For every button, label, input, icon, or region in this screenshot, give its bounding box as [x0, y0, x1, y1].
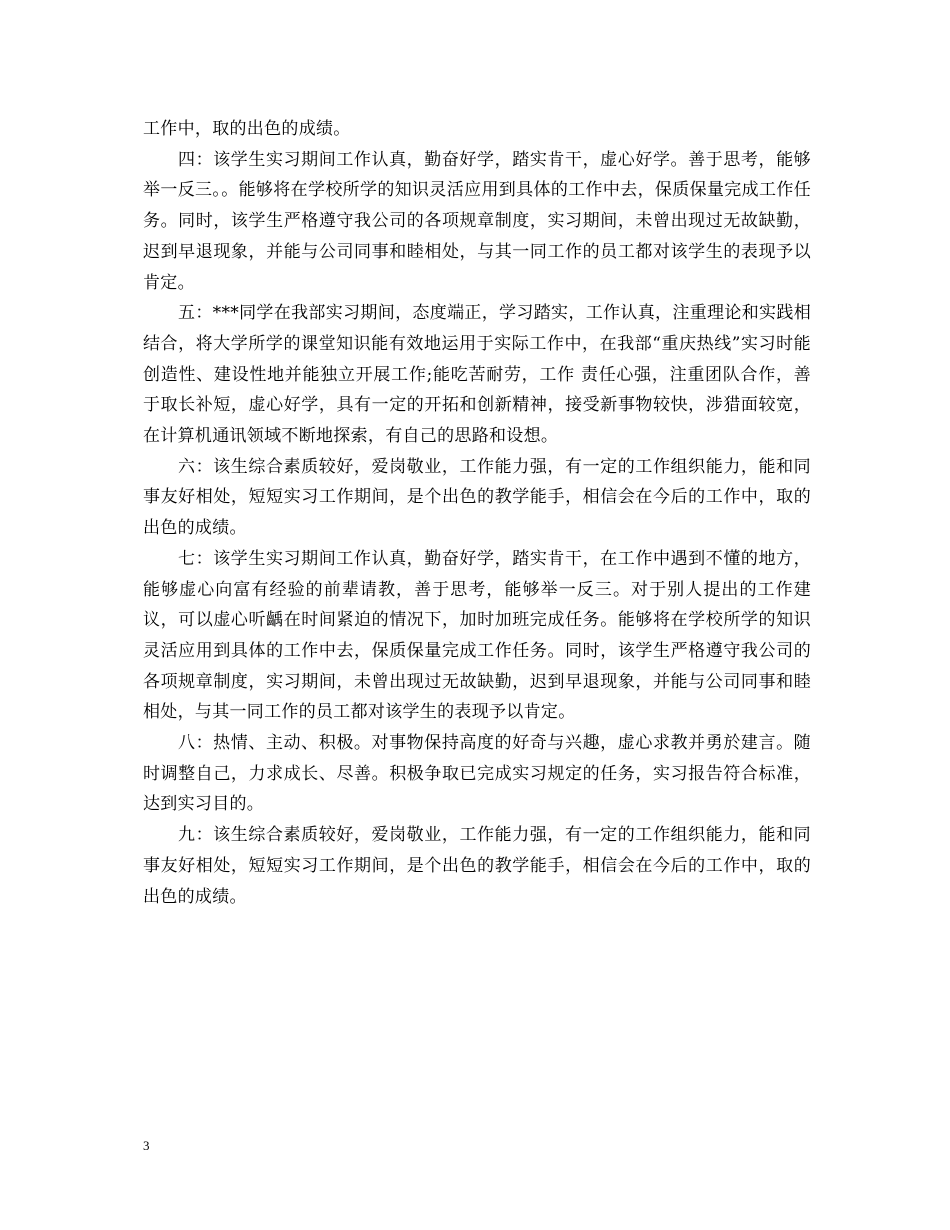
- paragraph-seven: 七：该学生实习期间工作认真，勤奋好学，踏实肯干，在工作中遇到不懂的地方，能够虚心向富有经验的前辈请教，善于思考，能够举一反三。对于别人提出的工作建议，可以虚心听齲在时间紧迫的情况下，加时加班完成任务。能够将在学校所学的知识灵活应用到具体的工作中去，保质保量完成工作任务。同时，该学生严格遵守我公司的各项规章制度，实习期间，未曾出现过无故缺勤，迟到早退现象，并能与公司同事和睦相处，与其一同工作的员工都对该学生的表现予以肯定。: [143, 548, 811, 723]
- paragraph-six: 六：该生综合素质较好，爱岗敬业，工作能力强，有一定的工作组织能力，能和同事友好相处，短短实习工作期间，是个出色的教学能手，相信会在今后的工作中，取的出色的成绩。: [143, 456, 811, 539]
- paragraph-continuation: 工作中，取的出色的成绩。: [143, 119, 351, 139]
- paragraph-nine: 九：该生综合素质较好，爱岗敬业，工作能力强，有一定的工作组织能力，能和同事友好相处，短短实习工作期间，是个出色的教学能手，相信会在今后的工作中，取的出色的成绩。: [143, 825, 811, 907]
- document-body: [143, 114, 811, 912]
- paragraph-five: 五：***同学在我部实习期间，态度端正，学习踏实，工作认真，注重理论和实践相结合，将大学所学的课堂知识能有效地运用于实际工作中，在我部“重庆热线”实习时能创造性、建设性地并能独立开展工作;能吃苦耐劳，工作 责任心强，注重团队合作，善于取长补短，虚心好学，具有一定的开拓和创新精神，接受新事物较快，涉猎面较宽，在计算机通讯领域不断地探索，有自己的思路和设想。: [143, 303, 811, 447]
- paragraph-four: 四：该学生实习期间工作认真，勤奋好学，踏实肯干，虚心好学。善于思考，能够举一反三。。能够将在学校所学的知识灵活应用到具体的工作中去，保质保量完成工作任务。同时，该学生严格遵守我公司的各项规章制度，实习期间，未曾出现过无故缺勤，迟到早退现象，并能与公司同事和睦相处，与其一同工作的员工都对该学生的表现予以肯定。: [143, 149, 811, 293]
- paragraph-eight: 八：热情、主动、积极。对事物保持高度的好奇与兴趣，虚心求教并勇於建言。随时调整自己，力求成长、尽善。积极争取已完成实习规定的任务，实习报告符合标准，达到实习目的。: [143, 733, 811, 815]
- page-number: 3: [143, 1138, 150, 1153]
